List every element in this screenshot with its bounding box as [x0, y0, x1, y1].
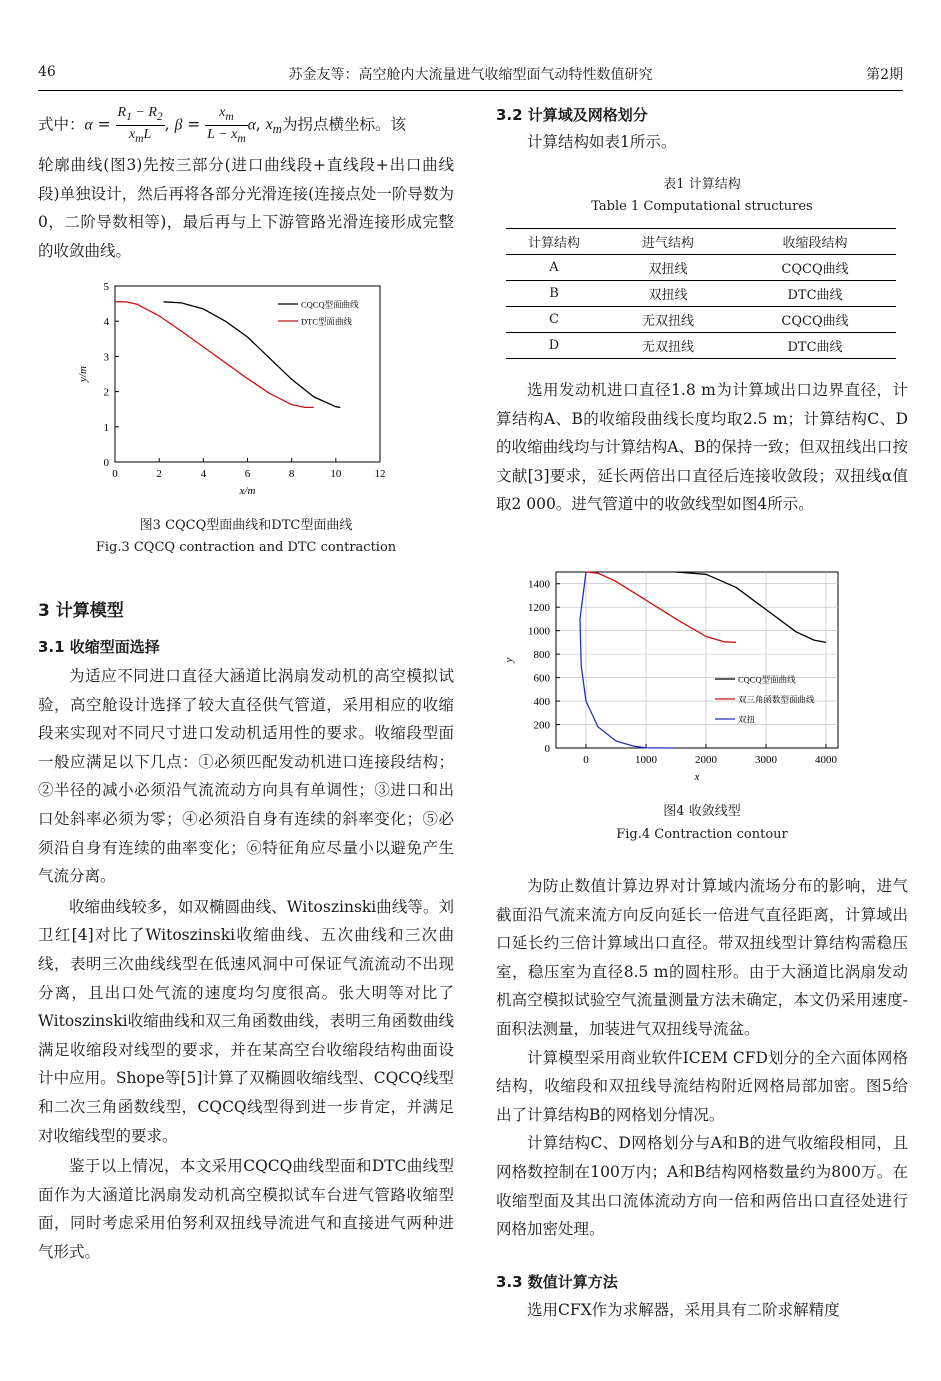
x-tick-label: 3000	[755, 754, 777, 766]
table-cell: 无双扭线	[641, 340, 694, 355]
table-cell: 双扭线	[648, 288, 688, 303]
section-3-2-title: 3.2 计算域及网格划分	[496, 106, 648, 124]
section-3-3-title: 3.3 数值计算方法	[496, 1273, 618, 1291]
x-tick-label: 2	[156, 468, 162, 480]
figure-4-caption-cn: 图4 收敛线型	[663, 804, 741, 819]
legend-label: DTC型面曲线	[301, 316, 353, 327]
paragraph: 为防止数值计算边界对计算域内流场分布的影响，进气截面沿气流来流方向反向延长一倍进气直径距离，计算域出口延长约三倍计算域出口直径。带双扭线型计算结构需稳压室，稳压室为直径8.5 m的圆柱形。由于大涵道比涡扇发动机高空模拟试验空气流量测量方法未确定，本文仍采用速度-面积法测量，加装进气双扭线导流盆。	[496, 877, 908, 1038]
figure-3-chart	[70, 278, 400, 508]
table-cell: A	[549, 260, 559, 275]
y-tick-label: 1	[103, 421, 109, 434]
table-1-caption-en: Table 1 Computational structures	[591, 199, 813, 214]
table-1-caption-cn: 表1 计算结构	[663, 177, 741, 192]
x-tick-label: 0	[583, 754, 589, 766]
y-axis-label: y	[503, 657, 515, 663]
formula-beta: $\frac{x_m}{L - x_m}$	[207, 105, 246, 145]
x-tick-label: 10	[330, 468, 342, 480]
table-row	[506, 281, 896, 307]
paragraph: 鉴于以上情况，本文采用CQCQ曲线型面和DTC曲线型面作为大涵道比涡扇发动机高空模拟试车台进气管路收缩型面，同时考虑采用伯努利双扭线导流进气和直接进气两种进气形式。	[38, 1157, 454, 1261]
section-3-3-body: 选用CFX作为求解器，采用具有二阶求解精度	[527, 1301, 840, 1319]
x-tick-label: 2000	[695, 754, 717, 766]
y-tick-label: 1400	[528, 578, 550, 591]
section-3-2-body-1	[496, 376, 908, 519]
figure-4-chart	[500, 566, 850, 794]
x-tick-label: 0	[112, 468, 118, 480]
section-3-2-intro: 计算结构如表1所示。	[527, 133, 677, 151]
table-header-cell: 进气结构	[641, 236, 694, 251]
section-3-1-body	[38, 662, 454, 1266]
legend-label: 双扭	[738, 714, 756, 725]
series-line	[115, 302, 314, 408]
paragraph: 计算结构C、D网格划分与A和B的进气收缩段相同，且网格数控制在100万内；A和B结构网格数量约为800万。在收缩型面及其出口流体流动方向一倍和两倍出口直径处进行网格加密处理。	[496, 1134, 908, 1239]
figure-4-plot	[503, 572, 838, 783]
legend-label: CQCQ型面曲线	[738, 674, 796, 685]
table-header-cell: 收缩段结构	[782, 236, 848, 251]
section-3-2-body-2	[496, 872, 908, 1244]
x-tick-label: 8	[288, 468, 295, 480]
x-tick-label: 6	[244, 468, 251, 480]
figure-3-plot	[77, 281, 386, 497]
y-tick-label: 4	[103, 316, 109, 329]
table-cell: D	[548, 338, 560, 353]
y-tick-label: 0	[544, 743, 550, 755]
x-axis-label: x/m	[239, 485, 256, 497]
y-tick-label: 600	[533, 672, 550, 685]
table-cell: DTC曲线	[787, 288, 843, 303]
x-tick-label: 12	[374, 468, 386, 480]
paragraph: 选用发动机进口直径1.8 m为计算域出口边界直径，计算结构A、B的收缩段曲线长度均取2.5 m；计算结构C、D的收缩曲线均与计算结构A、B的保持一致；但双扭线出口按文献[3]要求，延长两倍出口直径后连接收敛段；双扭线α值取2 000。进气管道中的收敛线型如图4所示。	[496, 381, 908, 514]
y-tick-label: 3	[103, 351, 109, 364]
paragraph: 收缩曲线较多，如双椭圆曲线、Witoszinski曲线等。刘卫红[4]对比了Witoszinski收缩曲线、五次曲线和三次曲线，表明三次曲线线型在低速风洞中可保证气流流动不出现分离，且出口处气流的速度均匀度很高。张大明等对比了Witoszinski收缩曲线和双三角函数曲线，表明三角函数曲线满足收缩段对线型的要求，并在某高空台收缩段结构曲面设计中应用。Shope等[5]计算了双椭圆收缩线型、CQCQ线型和二次三角函数线型，CQCQ线型得到进一步肯定，并满足对收缩线型的要求。	[38, 897, 454, 1145]
plot-frame	[556, 572, 838, 748]
x-tick-label: 1000	[635, 754, 657, 766]
formula-line: 式中：α = $\frac{R_1 - R_2}{x_mL}$ , β = $\frac{x_m}{L - x_m}$ α, $x_m$为拐点横坐标。该	[38, 105, 407, 145]
table-cell: DTC曲线	[787, 340, 843, 355]
table-cell: CQCQ曲线	[781, 314, 849, 329]
figure-3-caption-en: Fig.3 CQCQ contraction and DTC contraction	[95, 540, 397, 555]
x-axis-label: x	[694, 771, 700, 783]
section-3-title: 3 计算模型	[38, 601, 124, 621]
header-rule	[38, 90, 903, 91]
paragraph: 计算模型采用商业软件ICEM CFD划分的全六面体网格结构，收缩段和双扭线导流结构附近网格局部加密。图5给出了计算结构B的网格划分情况。	[496, 1048, 908, 1124]
y-axis-label: y/m	[77, 366, 89, 382]
table-header-cell: 计算结构	[527, 236, 580, 251]
figure-3-caption-cn: 图3 CQCQ型面曲线和DTC型面曲线	[139, 518, 353, 533]
page-number: 46	[38, 64, 56, 80]
table-header-row	[506, 229, 896, 255]
y-tick-label: 2	[103, 386, 109, 399]
series-line	[580, 572, 676, 748]
y-tick-label: 0	[103, 457, 109, 469]
legend-label: 双三角函数型面曲线	[738, 694, 815, 705]
table-cell: B	[549, 286, 559, 301]
table-cell: 无双扭线	[641, 314, 694, 329]
table-cell: CQCQ曲线	[781, 262, 849, 277]
section-3-1-title: 3.1 收缩型面选择	[38, 638, 160, 656]
y-tick-label: 400	[533, 696, 550, 709]
figure-4-caption-en: Fig.4 Contraction contour	[616, 827, 788, 842]
x-tick-label: 4	[200, 468, 207, 480]
y-tick-label: 800	[533, 649, 550, 662]
y-tick-label: 1200	[528, 602, 550, 615]
table-row	[506, 255, 896, 281]
table-row	[506, 307, 896, 333]
legend-label: CQCQ型面曲线	[301, 299, 359, 310]
y-tick-label: 1000	[528, 625, 550, 638]
running-title: 苏金友等：高空舱内大流量进气收缩型面气动特性数值研究	[288, 67, 653, 83]
y-tick-label: 5	[103, 281, 109, 293]
issue-label: 第2期	[866, 67, 903, 83]
x-tick-label: 4000	[815, 754, 837, 766]
table-cell: C	[549, 312, 559, 327]
table-cell: 双扭线	[648, 262, 688, 277]
formula-alpha: $\frac{R_1 - R_2}{x_mL}$	[117, 105, 163, 145]
y-tick-label: 200	[533, 719, 550, 732]
paragraph-curve: 轮廓曲线(图3)先按三部分(进口曲线段+直线段+出口曲线段)单独设计，然后再将各部分光滑连接(连接点处一阶导数为0，二阶导数相等)，最后再与上下游管路光滑连接形成完整的收敛曲线。	[38, 156, 454, 260]
table-1	[506, 228, 896, 359]
plot-frame	[115, 286, 380, 462]
paragraph: 为适应不同进口直径大涵道比涡扇发动机的高空模拟试验，高空舱设计选择了较大直径供气管道，采用相应的收缩段来实现对不同尺寸进口发动机适用性的要求。收缩段型面一般应满足以下几点：①必须匹配发动机进口连接段结构；②半径的减小必须沿气流流动方向具有单调性；③进口和出口处斜率必须为零；④必须沿自身有连续的斜率变化；⑤必须沿自身有连续的曲率变化；⑥特征角应尽量小以避免产生气流分离。	[38, 667, 454, 886]
table-row	[506, 333, 896, 359]
